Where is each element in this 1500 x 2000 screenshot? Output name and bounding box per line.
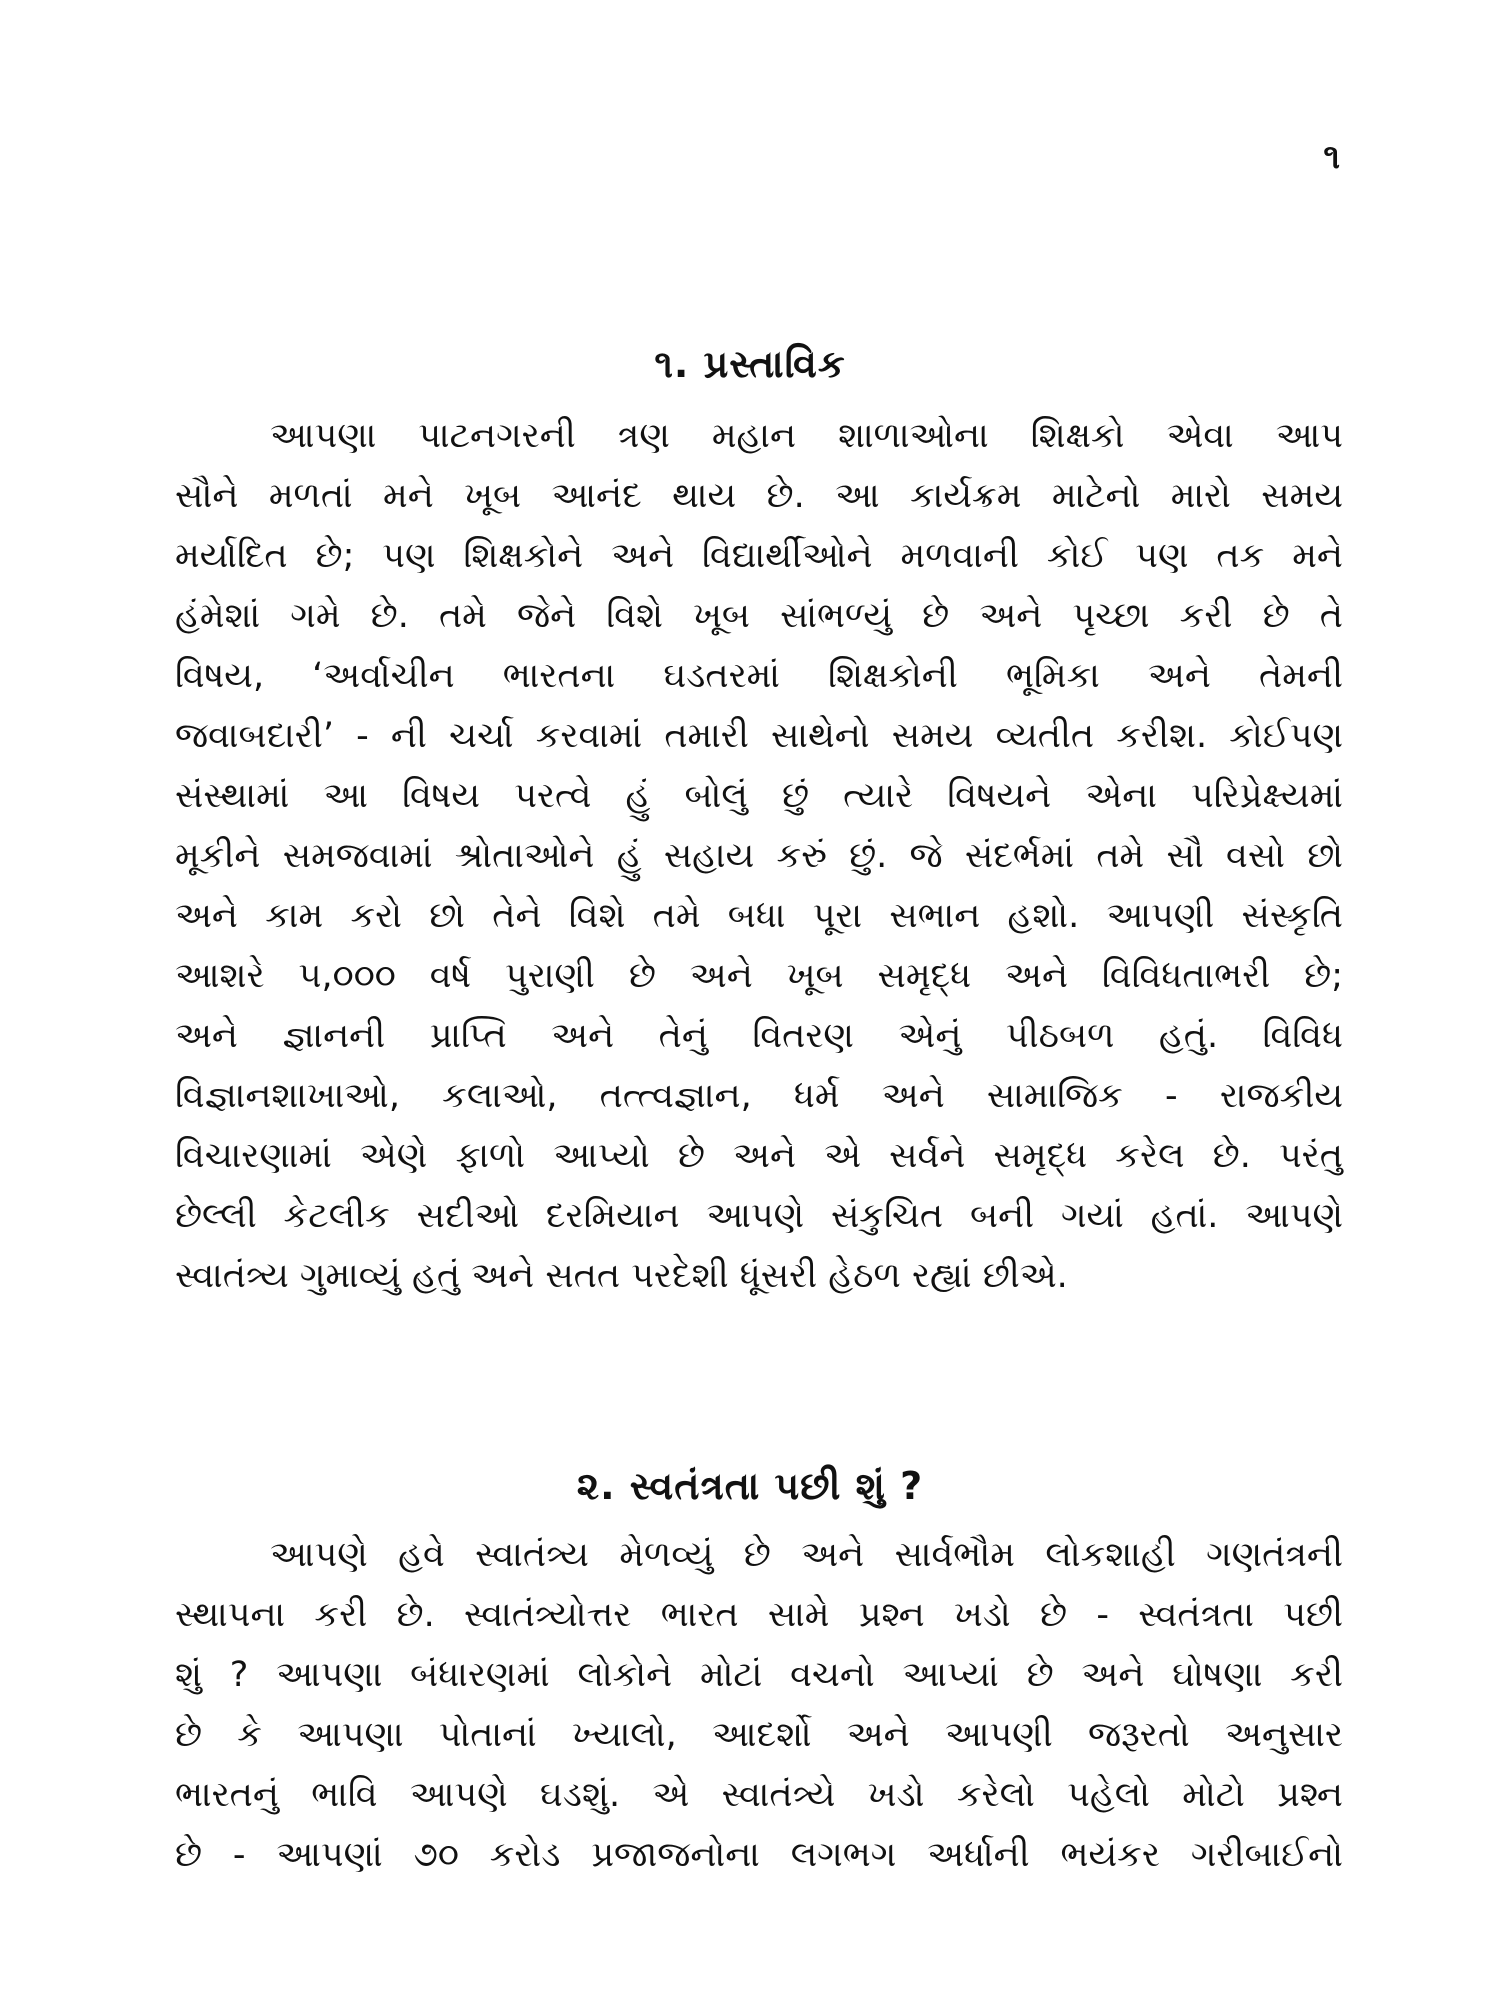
paragraph-line: છેલ્લી કેટલીક સદીઓ દરમિયાન આપણે સંકુચિત બની ગયાં હતાં. આપણે [175,1196,1343,1236]
paragraph-line: આપણા પાટનગરની ત્રણ મહાન શાળાઓના શિક્ષકો એવા આપ [270,416,1343,456]
paragraph-line: મર્યાદિત છે; પણ શિક્ષકોને અને વિદ્યાર્થીઓને મળવાની કોઈ પણ તક મને [175,536,1343,576]
paragraph-line: આપણે હવે સ્વાતંત્ર્ય મેળવ્યું છે અને સાર્વભૌમ લોકશાહી ગણતંત્રની [270,1535,1343,1575]
section-heading-after-independence: ૨. સ્વતંત્રતા પછી શું ? [576,1464,924,1508]
paragraph-line: છે કે આપણા પોતાનાં ખ્યાલો, આદર્શો અને આપણી જરૂરતો અનુસાર [175,1715,1343,1755]
paragraph-line: મૂકીને સમજવામાં શ્રોતાઓને હું સહાય કરું છું. જે સંદર્ભમાં તમે સૌ વસો છો [175,836,1343,876]
paragraph-line: સ્થાપના કરી છે. સ્વાતંત્ર્યોત્તર ભારત સામે પ્રશ્ન ખડો છે - સ્વતંત્રતા પછી [175,1595,1343,1635]
section-heading-introduction: ૧. પ્રસ્તાવિક [654,342,846,386]
paragraph-line: છે - આપણાં ૭૦ કરોડ પ્રજાજનોના લગભગ અર્ધાની ભયંકર ગરીબાઈનો [175,1835,1343,1875]
paragraph-line: સૌને મળતાં મને ખૂબ આનંદ થાય છે. આ કાર્યક્રમ માટેનો મારો સમય [175,476,1343,516]
page-number: ૧ [1323,137,1340,177]
paragraph-line: સંસ્થામાં આ વિષય પરત્વે હું બોલું છું ત્યારે વિષયને એના પરિપ્રેક્ષ્યમાં [175,776,1343,816]
paragraph-line: હંમેશાં ગમે છે. તમે જેને વિશે ખૂબ સાંભળ્યું છે અને પૃચ્છા કરી છે તે [175,596,1343,636]
paragraph-line: સ્વાતંત્ર્ય ગુમાવ્યું હતું અને સતત પરદેશી ધૂંસરી હેઠળ રહ્યાં છીએ. [175,1256,1068,1296]
paragraph-line: ભારતનું ભાવિ આપણે ઘડશું. એ સ્વાતંત્ર્યે ખડો કરેલો પહેલો મોટો પ્રશ્ન [175,1775,1343,1815]
paragraph-line: વિષય, ‘અર્વાચીન ભારતના ઘડતરમાં શિક્ષકોની ભૂમિકા અને તેમની [175,656,1343,696]
paragraph-line: વિચારણામાં એણે ફાળો આપ્યો છે અને એ સર્વને સમૃદ્ધ કરેલ છે. પરંતુ [175,1136,1343,1176]
paragraph-line: અને જ્ઞાનની પ્રાપ્તિ અને તેનું વિતરણ એનું પીઠબળ હતું. વિવિધ [175,1016,1343,1056]
paragraph-line: અને કામ કરો છો તેને વિશે તમે બધા પૂરા સભાન હશો. આપણી સંસ્કૃતિ [175,896,1343,936]
paragraph-line: શું ? આપણા બંધારણમાં લોકોને મોટાં વચનો આપ્યાં છે અને ઘોષણા કરી [175,1655,1343,1695]
paragraph-line: આશરે ૫,૦૦૦ વર્ષ પુરાણી છે અને ખૂબ સમૃદ્ધ અને વિવિધતાભરી છે; [175,956,1343,996]
paragraph-line: વિજ્ઞાનશાખાઓ, કલાઓ, તત્ત્વજ્ઞાન, ધર્મ અને સામાજિક - રાજકીય [175,1076,1343,1116]
paragraph-line: જવાબદારી’ - ની ચર્ચા કરવામાં તમારી સાથેનો સમય વ્યતીત કરીશ. કોઈપણ [175,716,1343,756]
